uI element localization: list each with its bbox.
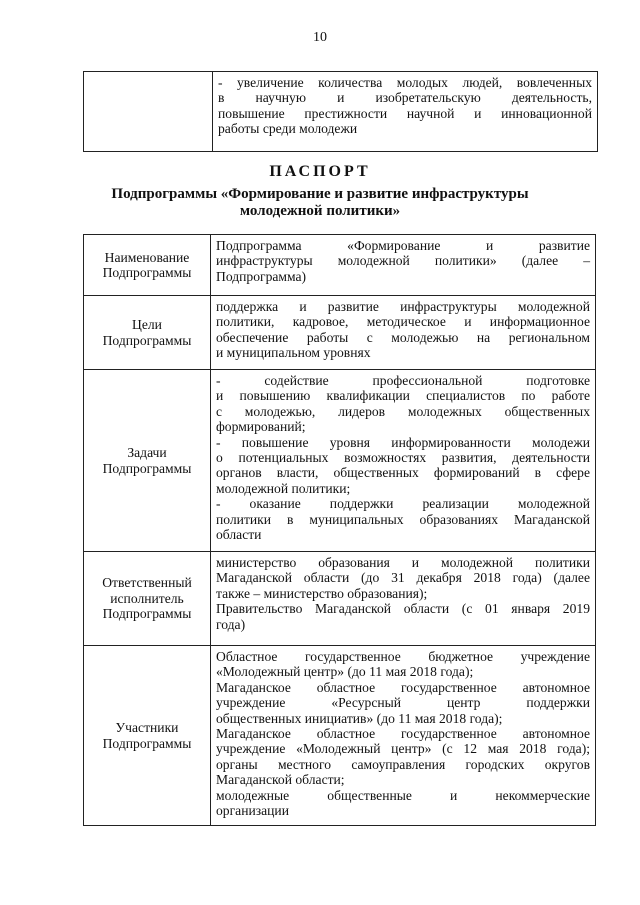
passport-title: ПАСПОРТ [269, 163, 371, 180]
text-line: Подпрограмма) [216, 268, 307, 284]
text-line: - увеличение количества молодых людей, вовлеченных [218, 75, 592, 90]
continuation-text-cell [213, 72, 598, 152]
label-text: исполнитель [110, 590, 184, 606]
table-row-name [84, 235, 596, 296]
text-line: общественных инициатив» (до 11 мая 2018 года); [216, 710, 503, 726]
text-line: также – министерство образования); [216, 585, 428, 601]
subtitle-line: Подпрограммы «Формирование и развитие инфраструктуры [111, 186, 529, 202]
row-content-tasks [211, 370, 596, 552]
text-line: повышение престижности научной и инновационной [218, 105, 592, 121]
label-text: Подпрограммы [102, 332, 192, 348]
label-text: Наименование [104, 249, 190, 265]
text-line: обеспечение работы с молодежью на региональном [216, 329, 590, 345]
table-row-goals [84, 296, 596, 370]
label-text: Участники [115, 720, 179, 736]
page-number: 10 [313, 30, 327, 45]
text-line: организации [216, 803, 289, 819]
text-line: «Молодежный центр» (до 11 мая 2018 года); [216, 664, 474, 680]
row-label-participants [84, 646, 211, 826]
row-label-tasks [84, 370, 211, 552]
table-row-participants [84, 646, 596, 826]
text-line: формирований; [216, 419, 306, 435]
text-line: Правительство Магаданской области (с 01 января 2019 [216, 601, 590, 617]
text-line: органов власти, общественных формирований в сфере [216, 465, 590, 481]
row-content-executor [211, 552, 596, 646]
row-label-executor [84, 552, 211, 646]
label-text: Подпрограммы [102, 606, 192, 622]
text-line: года) [216, 616, 246, 632]
text-line: политики в муниципальных образованиях Магаданской [216, 511, 590, 527]
text-line: и муниципальном уровнях [216, 345, 371, 361]
text-line: - оказание поддержки реализации молодежной [216, 496, 590, 512]
text-line: молодежные общественные и некоммерческие [216, 787, 590, 803]
row-content-participants [211, 646, 596, 826]
text-line: работы среди молодежи [218, 121, 358, 137]
text-line: области [216, 527, 262, 543]
label-text: Подпрограммы [102, 265, 192, 280]
text-line: органы местного самоуправления городских округов [216, 756, 590, 772]
label-text: Задачи [127, 445, 167, 461]
text-line: о потенциальных возможностях развития, деятельности [216, 450, 590, 466]
table-row [84, 72, 598, 152]
text-line: Магаданское областное государственное автономное [216, 679, 590, 695]
text-line: Магаданской области (до 31 декабря 2018 года) (далее [216, 570, 590, 586]
text-line: Подпрограмма «Формирование и развитие [216, 238, 590, 253]
table-row-tasks [84, 370, 596, 552]
text-line: инфраструктуры молодежной политики» (далее – [216, 253, 590, 269]
text-line: - содействие профессиональной подготовке [216, 373, 590, 388]
text-line: поддержка и развитие инфраструктуры молодежной [216, 299, 590, 314]
continuation-table [83, 71, 598, 152]
text-line: Магаданской области; [216, 772, 345, 788]
subtitle-line: молодежной политики» [239, 203, 401, 219]
passport-subtitle [100, 186, 540, 220]
empty-label-cell [84, 72, 213, 152]
text-line: Областное государственное бюджетное учреждение [216, 649, 590, 664]
label-text: Подпрограммы [102, 460, 192, 476]
passport-table [83, 234, 596, 826]
row-label-name [84, 235, 211, 296]
text-line: с молодежью, лидеров молодежных общественных [216, 403, 590, 419]
row-label-goals [84, 296, 211, 370]
label-text: Ответственный [102, 575, 192, 591]
text-line: министерство образования и молодежной политики [216, 555, 590, 570]
row-content-name [211, 235, 596, 296]
text-line: в научную и изобретательскую деятельность, [218, 90, 592, 106]
label-text: Цели [132, 317, 162, 333]
row-content-goals [211, 296, 596, 370]
text-line: учреждение «Молодежный центр» (с 12 мая 2018 года); [216, 741, 590, 757]
table-row-executor [84, 552, 596, 646]
text-line: Магаданское областное государственное автономное [216, 726, 590, 742]
text-line: и повышению квалификации специалистов по работе [216, 388, 590, 404]
text-line: учреждение «Ресурсный центр поддержки [216, 695, 590, 711]
text-line: молодежной политики; [216, 480, 351, 496]
text-line: - повышение уровня информированности молодежи [216, 434, 590, 450]
text-line: политики, кадровое, методическое и информационное [216, 314, 590, 330]
label-text: Подпрограммы [102, 735, 192, 751]
